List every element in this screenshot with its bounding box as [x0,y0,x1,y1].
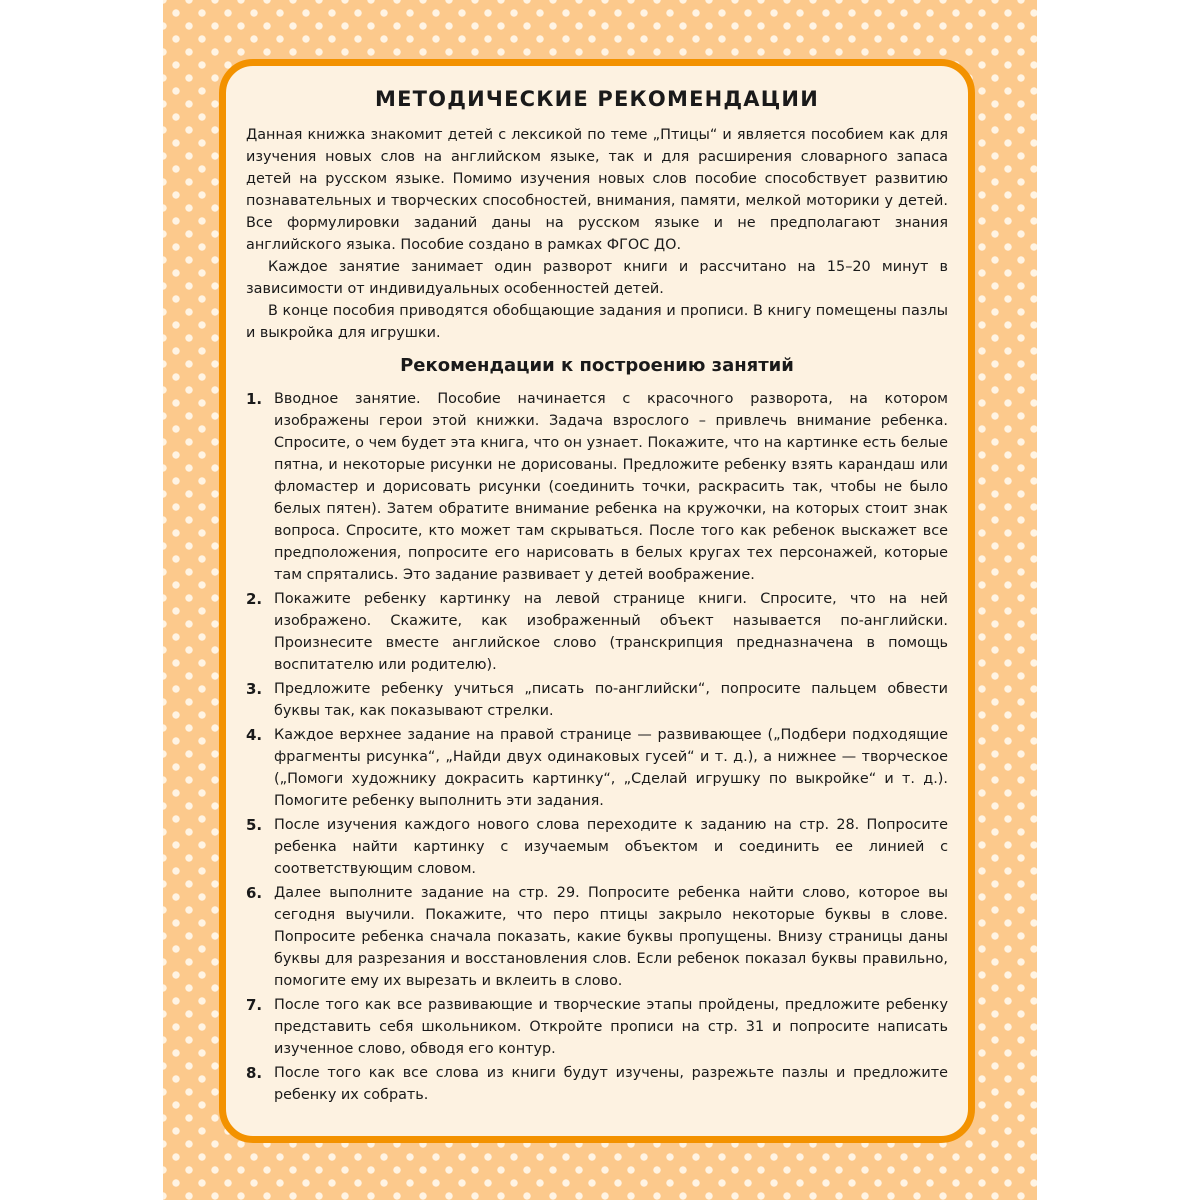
list-item-number: 8. [246,1064,263,1082]
list-item-text: Вводное занятие. Пособие начинается с красочного разворота, на котором изображены герои этой книжки. Задача взрослого – привлечь внимание ребенка. Спросите, о чем будет эта книга, что он узнает. Покажите, что на картинке есть белые пятна, и некоторые рисунки не дорисованы. Предложите ребенку взять карандаш или фломастер и дорисовать рисунки (соединить точки, раскрасить так, чтобы не было белых пятен). Затем обратите внимание ребенка на кружочки, на которых стоит знак вопроса. Спросите, кто может там скрываться. После того как ребенок выскажет все предположения, попросите его нарисовать в белых кругах тех персонажей, которые там спрятались. Это задание развивает у детей воображение. [274,391,948,583]
list-item [246,678,948,722]
list-item-text: После изучения каждого нового слова переходите к заданию на стр. 28. Попросите ребенка найти картинку с изучаемым объектом и соединить ее линией с соответствующим словом. [274,817,948,877]
list-item-number: 1. [246,390,263,408]
list-item-text: После того как все развивающие и творческие этапы пройдены, предложите ребенку представить себя школьником. Откройте прописи на стр. 31 и попросите написать изученное слово, обводя его контур. [274,997,948,1057]
list-item-text: После того как все слова из книги будут изучены, разрежьте пазлы и предложите ребенку их собрать. [274,1065,948,1103]
list-item-text: Покажите ребенку картинку на левой странице книги. Спросите, что на ней изображено. Скажите, как изображенный объект называется по-английски. Произнесите вместе английское слово (транскрипция предназначена в помощь воспитателю или родителю). [274,591,948,673]
page-title: МЕТОДИЧЕСКИЕ РЕКОМЕНДАЦИИ [375,87,819,111]
list-item [246,814,948,880]
section-subtitle: Рекомендации к построению занятий [400,355,794,376]
intro-paragraph-2: Каждое занятие занимает один разворот книги и рассчитано на 15–20 минут в зависимости от индивидуальных особенностей детей. [246,259,948,297]
list-item-number: 7. [246,996,263,1014]
intro-paragraph-3: В конце пособия приводятся обобщающие задания и прописи. В книгу помещены пазлы и выкройка для игрушки. [246,303,948,341]
list-item-number: 3. [246,680,263,698]
list-item [246,882,948,992]
list-item-number: 2. [246,590,263,608]
list-item-number: 5. [246,816,263,834]
list-item [246,994,948,1060]
list-item-text: Далее выполните задание на стр. 29. Попросите ребенка найти слово, которое вы сегодня выучили. Покажите, что перо птицы закрыло некоторые буквы в слове. Попросите ребенка сначала показать, какие буквы пропущены. Внизу страницы даны буквы для разрезания и восстановления слов. Если ребенок показал буквы правильно, помогите ему их вырезать и вклеить в слово. [274,885,948,989]
list-item [246,1062,948,1106]
intro-paragraph-1: Данная книжка знакомит детей с лексикой по теме „Птицы“ и является пособием как для изучения новых слов на английском языке, так и для расширения словарного запаса детей на русском языке. Помимо изучения новых слов пособие способствует развитию познавательных и творческих способностей, внимания, памяти, мелкой моторики у детей. Все формулировки заданий даны на русском языке и не предполагают знания английского языка. Пособие создано в рамках ФГОС ДО. [246,127,948,253]
list-item-text: Каждое верхнее задание на правой странице — развивающее („Подбери подходящие фрагменты рисунка“, „Найди двух одинаковых гусей“ и т. д.), а нижнее — творческое („Помоги художнику докрасить картинку“, „Сделай игрушку по выкройке“ и т. д.). Помогите ребенку выполнить эти задания. [274,727,948,809]
list-item-number: 6. [246,884,263,902]
list-item [246,724,948,812]
list-item-number: 4. [246,726,263,744]
list-item [246,388,948,586]
list-item [246,588,948,676]
list-item-text: Предложите ребенку учиться „писать по-английски“, попросите пальцем обвести буквы так, как показывают стрелки. [274,681,948,719]
recommendations-card [219,59,975,1143]
